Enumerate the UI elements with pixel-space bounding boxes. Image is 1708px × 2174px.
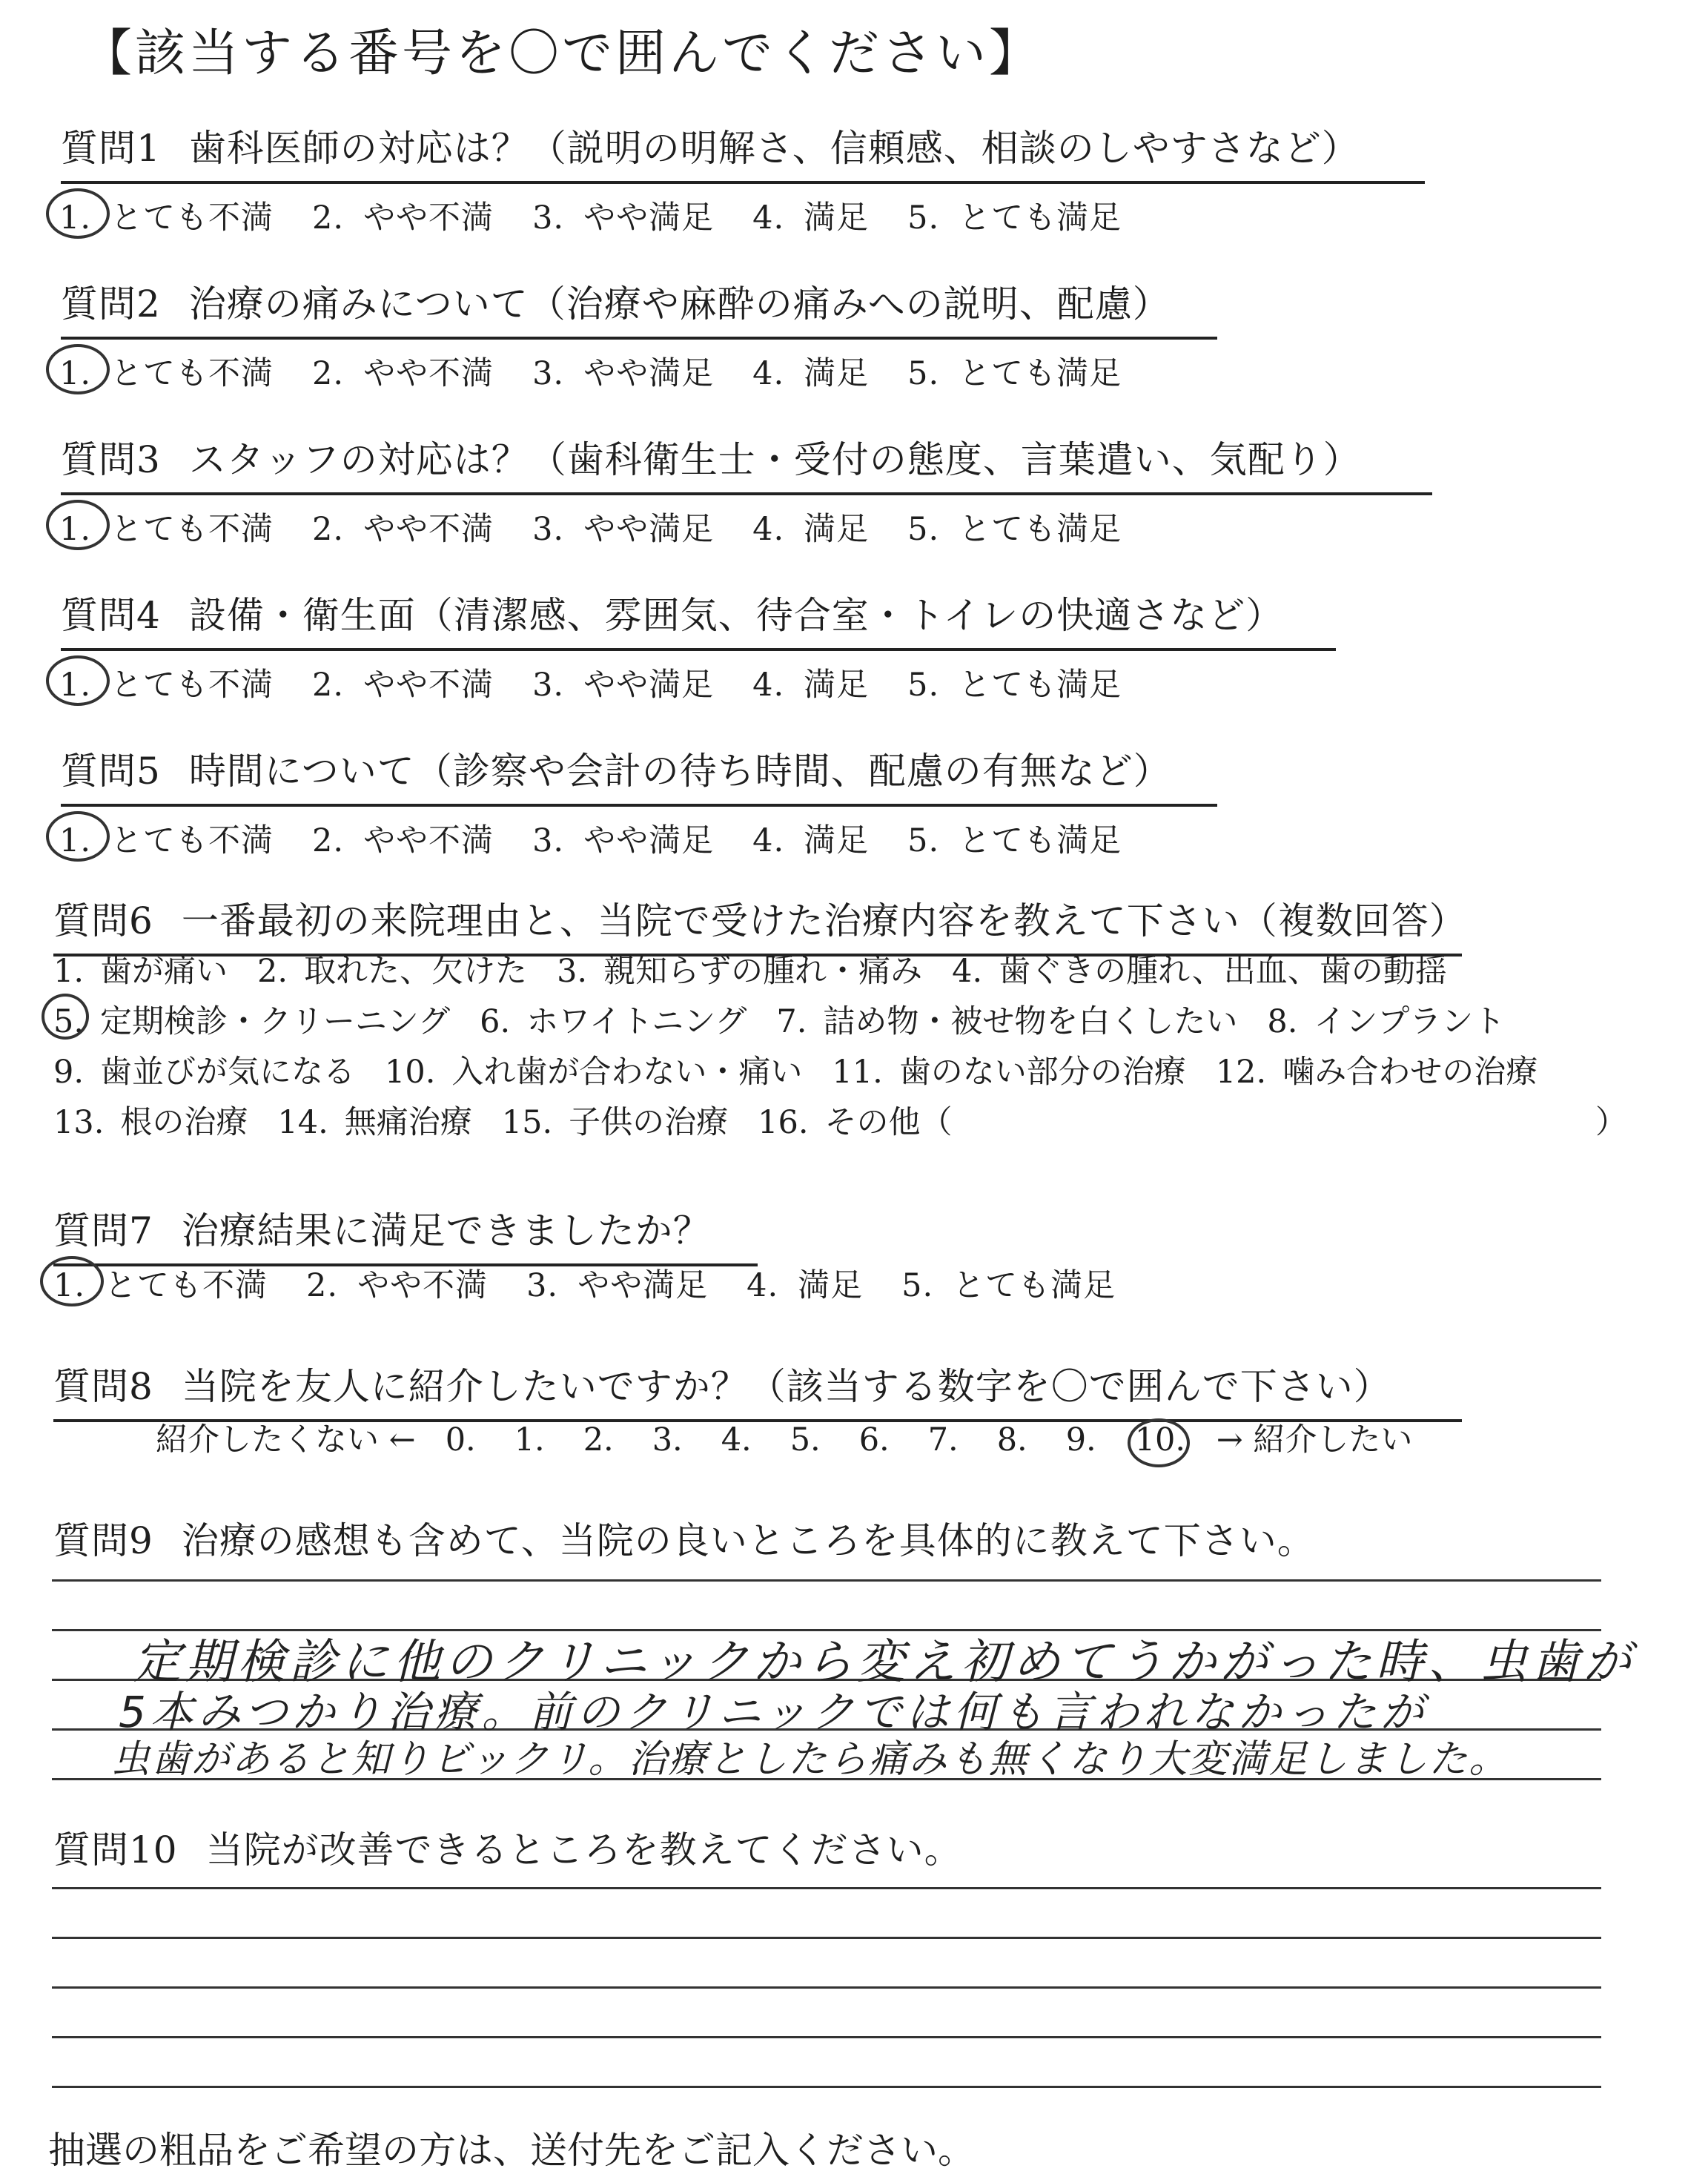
question-1-options [59, 193, 1425, 238]
answer-line [52, 1579, 1601, 1582]
option-label: 歯並びが気になる [100, 1054, 356, 1091]
reason-option[interactable] [1216, 1047, 1537, 1092]
question-8-title [53, 1357, 1462, 1422]
option-label: やや不満 [363, 822, 494, 859]
option-number: 2. [312, 667, 345, 704]
option-label: やや不満 [363, 667, 494, 704]
question-2 [61, 274, 1217, 394]
option-label: とても不満 [110, 822, 274, 859]
question-6-options [53, 946, 1627, 1148]
footer-note: 抽選の粗品をご希望の方は、送付先をご記入ください。 [48, 2129, 975, 2172]
option-number: 6. [480, 1003, 511, 1040]
option-label: ホワイトニング [526, 1003, 747, 1040]
option-label: やや満足 [583, 822, 715, 859]
option-number: 5. [907, 355, 940, 392]
option-5[interactable] [907, 504, 1122, 549]
option-4[interactable] [752, 660, 869, 705]
scale-right-label: → 紹介したい [1216, 1421, 1413, 1458]
option-label: 入れ歯が合わない・痛い [451, 1054, 803, 1091]
option-row [53, 1097, 1627, 1148]
option-label: 定期検診・クリーニング [100, 1003, 451, 1040]
question-text: 当院を友人に紹介したいですか？（該当する数字を〇で囲んで下さい） [181, 1365, 1391, 1408]
option-row [53, 946, 1567, 997]
reason-option[interactable] [480, 997, 747, 1042]
scale-number[interactable]: 4. [721, 1421, 752, 1458]
option-number: 3. [532, 511, 565, 548]
option-label: 詰め物・被せ物を白くしたい [823, 1003, 1238, 1040]
reason-option[interactable] [952, 946, 1447, 991]
question-number: 質問10 [53, 1828, 178, 1871]
option-number: 7. [776, 1003, 807, 1040]
scale-number[interactable]: 3. [652, 1421, 683, 1458]
option-number: 1. [53, 953, 85, 990]
option-label: やや満足 [583, 199, 715, 237]
question-number: 質問7 [53, 1209, 153, 1252]
option-2[interactable] [312, 348, 494, 394]
option-number: 10. [385, 1054, 436, 1091]
scale-number[interactable]: 7. [927, 1421, 959, 1458]
handwritten-answer-line-1: 定期検診に他のクリニックから変え初めてうかがった時、虫歯が [133, 1635, 1636, 1690]
question-number: 質問9 [53, 1519, 153, 1562]
option-number: 5. [907, 822, 940, 859]
reason-option[interactable] [502, 1097, 728, 1143]
option-3[interactable] [532, 504, 714, 549]
option-label: とても満足 [959, 199, 1122, 237]
question-10-title [53, 1820, 962, 1883]
question-number: 質問5 [61, 750, 161, 793]
option-number: 1. [59, 511, 92, 548]
reason-option[interactable] [53, 997, 450, 1042]
option-label: 満足 [804, 355, 870, 392]
option-number: 4. [752, 355, 785, 392]
option-number: 4. [752, 511, 785, 548]
selection-circle [42, 994, 89, 1040]
option-label: 取れた、欠けた [304, 953, 528, 990]
option-number: 1. [59, 199, 92, 237]
option-1[interactable] [59, 660, 274, 705]
answer-line [52, 2086, 1601, 2088]
option-label: とても不満 [110, 511, 274, 548]
option-number: 4. [952, 953, 983, 990]
option-number: 3. [526, 1267, 559, 1304]
option-number: 1. [59, 667, 92, 704]
option-3[interactable] [532, 660, 714, 705]
reason-option[interactable] [832, 1047, 1185, 1092]
option-4[interactable] [752, 348, 869, 394]
answer-line [52, 2036, 1601, 2038]
question-text: 歯科医師の対応は？（説明の明解さ、信頼感、相談のしやすさなど） [188, 127, 1360, 170]
option-2[interactable] [312, 193, 494, 238]
option-label: とても不満 [105, 1267, 268, 1304]
scale-number[interactable]: 6. [858, 1421, 890, 1458]
option-1[interactable] [53, 1261, 268, 1306]
option-label: とても不満 [110, 199, 274, 237]
question-number: 質問4 [61, 594, 161, 637]
option-label: 根の治療 [120, 1104, 248, 1141]
question-4-options [59, 660, 1336, 705]
question-number: 質問8 [53, 1365, 153, 1408]
option-number: 3. [532, 355, 565, 392]
question-text: 当院が改善できるところを教えてください。 [205, 1828, 962, 1871]
selection-circle [46, 188, 110, 239]
option-number: 3. [532, 822, 565, 859]
question-5-options [59, 816, 1217, 861]
option-label: とても不満 [110, 667, 274, 704]
option-label: 噛み合わせの治療 [1282, 1054, 1538, 1091]
question-text: 設備・衛生面（清潔感、雰囲気、待合室・トイレの快適さなど） [188, 594, 1284, 637]
option-number: 1. [59, 355, 92, 392]
option-number: 5. [907, 667, 940, 704]
question-text: スタッフの対応は？（歯科衛生士・受付の態度、言葉遣い、気配り） [188, 438, 1361, 481]
reason-option[interactable] [776, 997, 1237, 1042]
scale-number[interactable]: 1. [514, 1421, 545, 1458]
option-5[interactable] [907, 193, 1122, 238]
option-number: 2. [306, 1267, 339, 1304]
option-2[interactable] [312, 504, 494, 549]
option-label: 満足 [798, 1267, 864, 1304]
option-4[interactable] [752, 193, 869, 238]
question-3-title [61, 430, 1432, 495]
question-7-title [53, 1201, 758, 1266]
option-row [53, 1047, 1567, 1097]
handwritten-answer-line-2: 5本みつかり治療。前のクリニックでは何も言われなかったが [119, 1687, 1429, 1737]
option-row [53, 997, 1567, 1047]
option-1[interactable] [59, 348, 274, 394]
question-number: 質問2 [61, 283, 161, 326]
question-3 [61, 430, 1432, 549]
option-4[interactable] [747, 1261, 863, 1306]
question-3-options [59, 504, 1432, 549]
question-7-options [53, 1261, 1154, 1306]
option-1[interactable] [59, 504, 274, 549]
scale-left-label: 紹介したくない ← [156, 1421, 416, 1458]
option-label: 歯ぐきの腫れ、出血、歯の動揺 [999, 953, 1447, 990]
option-5[interactable] [901, 1261, 1116, 1306]
reason-option[interactable] [53, 1047, 355, 1092]
reason-option[interactable] [257, 946, 527, 991]
option-number: 5. [907, 511, 940, 548]
question-5 [61, 741, 1217, 861]
option-label: とても満足 [959, 355, 1122, 392]
other-close-paren: ） [1595, 1104, 1627, 1141]
option-number: 2. [312, 355, 345, 392]
option-number: 5. [901, 1267, 934, 1304]
option-label: インプラント [1314, 1003, 1506, 1040]
option-label: やや不満 [357, 1267, 489, 1304]
form-header: 【該当する番号を〇で囲んでください】 [82, 24, 1043, 83]
option-number: 1. [53, 1267, 86, 1304]
option-number: 14. [277, 1104, 328, 1141]
option-number: 13. [53, 1104, 105, 1141]
option-number: 5. [53, 1003, 85, 1040]
option-2[interactable] [306, 1261, 488, 1306]
referral-scale [156, 1415, 1412, 1460]
option-number: 4. [752, 199, 785, 237]
option-number: 2. [257, 953, 288, 990]
reason-option[interactable] [53, 1097, 248, 1143]
option-number: 2. [312, 199, 345, 237]
reason-option[interactable] [53, 946, 228, 991]
option-label: やや不満 [363, 199, 494, 237]
question-text: 時間について（診察や会計の待ち時間、配慮の有無など） [188, 750, 1171, 793]
question-2-options [59, 348, 1217, 394]
option-number: 5. [907, 199, 940, 237]
option-number: 4. [752, 822, 785, 859]
option-number: 1. [59, 822, 92, 859]
option-3[interactable] [526, 1261, 708, 1306]
answer-line [52, 1986, 1601, 1989]
option-5[interactable] [907, 816, 1122, 861]
question-1 [61, 119, 1425, 238]
option-number: 2. [312, 511, 345, 548]
option-label: 満足 [804, 667, 870, 704]
option-label: 満足 [804, 511, 870, 548]
selection-circle [46, 500, 110, 550]
scale-number[interactable]: 5. [790, 1421, 821, 1458]
question-9-title [53, 1511, 1315, 1573]
reason-option[interactable] [385, 1047, 802, 1092]
reason-option[interactable] [277, 1097, 471, 1143]
reason-option[interactable] [1267, 997, 1505, 1042]
scale-number[interactable]: 8. [996, 1421, 1027, 1458]
option-label: 満足 [804, 199, 870, 237]
option-label: やや不満 [363, 511, 494, 548]
reason-option[interactable] [758, 1097, 952, 1143]
option-1[interactable] [59, 193, 274, 238]
option-number: 3. [532, 199, 565, 237]
question-text: 治療の痛みについて（治療や麻酔の痛みへの説明、配慮） [188, 283, 1171, 326]
option-label: とても不満 [110, 355, 274, 392]
option-4[interactable] [752, 816, 869, 861]
option-label: とても満足 [959, 511, 1122, 548]
question-8 [53, 1357, 1462, 1422]
scale-number[interactable]: 9. [1065, 1421, 1096, 1458]
question-4-title [61, 586, 1336, 651]
option-label: その他（ [824, 1104, 953, 1141]
option-label: とても満足 [953, 1267, 1116, 1304]
question-number: 質問6 [53, 899, 153, 942]
option-2[interactable] [312, 816, 494, 861]
option-label: やや満足 [583, 511, 715, 548]
option-number: 2. [312, 822, 345, 859]
question-text: 治療の感想も含めて、当院の良いところを具体的に教えて下さい。 [181, 1519, 1315, 1562]
option-3[interactable] [532, 348, 714, 394]
option-number: 3. [532, 667, 565, 704]
handwritten-answer-line-3: 虫歯があると知りビックリ。治療としたら痛みも無くなり大変満足しました。 [111, 1737, 1509, 1782]
option-label: 無痛治療 [344, 1104, 472, 1141]
option-number: 4. [747, 1267, 779, 1304]
option-label: やや不満 [363, 355, 494, 392]
option-number: 3. [557, 953, 588, 990]
scale-number[interactable]: 2. [583, 1421, 614, 1458]
answer-line [52, 1887, 1601, 1889]
question-number: 質問3 [61, 438, 161, 481]
option-number: 12. [1215, 1054, 1267, 1091]
selection-circle [46, 811, 110, 862]
option-4[interactable] [752, 504, 869, 549]
selection-circle [46, 655, 110, 706]
option-number: 11. [832, 1054, 883, 1091]
option-number: 4. [752, 667, 785, 704]
reason-option[interactable] [557, 946, 922, 991]
question-5-title [61, 741, 1217, 807]
option-label: やや満足 [577, 1267, 709, 1304]
selection-circle [46, 344, 110, 394]
question-number: 質問1 [61, 127, 161, 170]
scale-number[interactable]: 0. [445, 1421, 476, 1458]
option-number: 15. [501, 1104, 553, 1141]
option-label: とても満足 [959, 822, 1122, 859]
selection-circle [40, 1256, 104, 1306]
option-label: 子供の治療 [569, 1104, 729, 1141]
selection-circle [1128, 1418, 1190, 1467]
question-4 [61, 586, 1336, 705]
option-5[interactable] [907, 660, 1122, 705]
question-text: 一番最初の来院理由と、当院で受けた治療内容を教えて下さい（複数回答） [181, 899, 1467, 942]
scale-number[interactable]: 10. [1135, 1421, 1217, 1458]
option-number: 8. [1267, 1003, 1298, 1040]
question-2-title [61, 274, 1217, 340]
option-label: 歯のない部分の治療 [898, 1054, 1186, 1091]
option-label: 満足 [804, 822, 870, 859]
option-label: とても満足 [959, 667, 1122, 704]
option-label: 親知らずの腫れ・痛み [603, 953, 923, 990]
answer-line [52, 1937, 1601, 1939]
option-label: 歯が痛い [100, 953, 228, 990]
option-label: やや満足 [583, 667, 715, 704]
option-3[interactable] [532, 816, 714, 861]
option-2[interactable] [312, 660, 494, 705]
option-number: 9. [53, 1054, 85, 1091]
question-7 [53, 1201, 758, 1266]
option-label: やや満足 [583, 355, 715, 392]
question-text: 治療結果に満足できましたか？ [181, 1209, 711, 1252]
option-5[interactable] [907, 348, 1122, 394]
option-1[interactable] [59, 816, 274, 861]
option-number: 16. [758, 1104, 809, 1141]
question-1-title [61, 119, 1425, 184]
option-3[interactable] [532, 193, 714, 238]
